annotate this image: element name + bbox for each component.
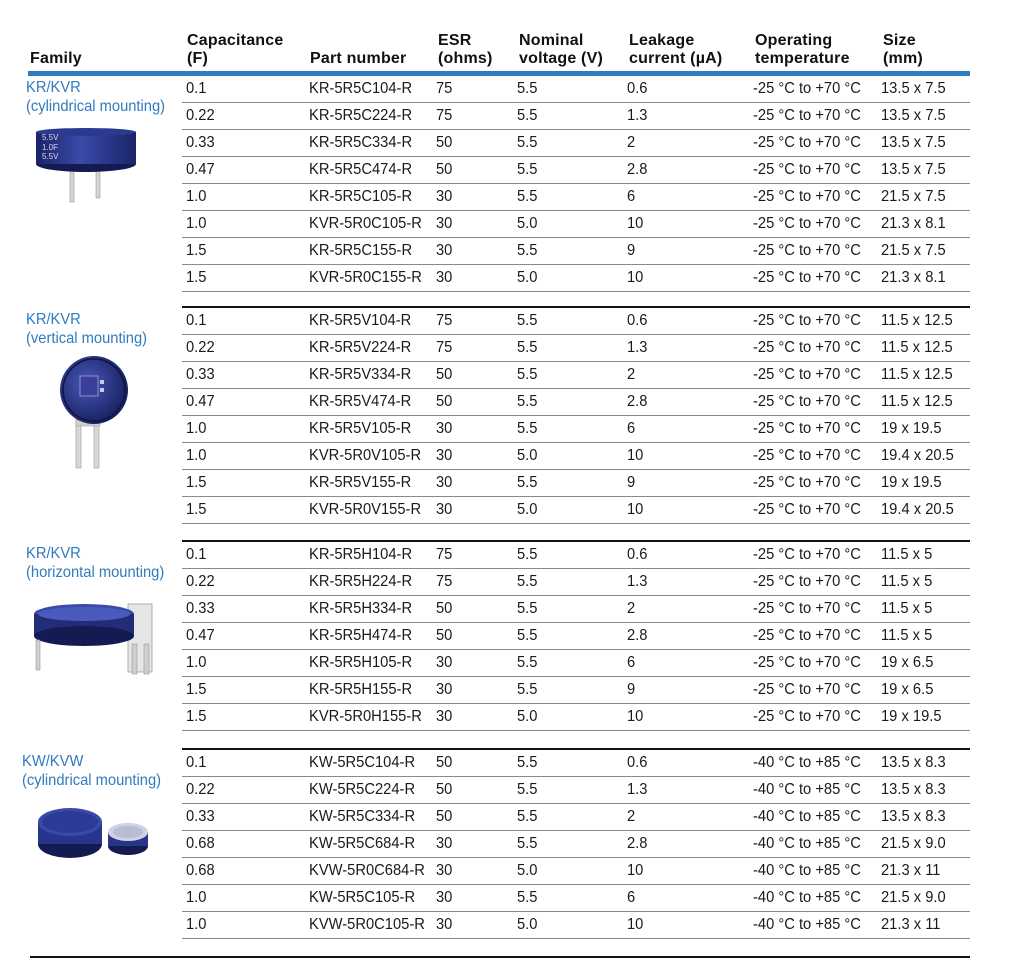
size-cell: 19 x 19.5: [881, 474, 942, 491]
nominal-voltage-cell: 5.5: [517, 781, 538, 798]
capacitance-cell: 0.1: [186, 754, 207, 771]
size-cell: 13.5 x 8.3: [881, 781, 946, 798]
table-row: [182, 157, 970, 184]
leakage-current-cell: 0.6: [627, 546, 648, 563]
table-row: [182, 677, 970, 704]
capacitance-cell: 1.0: [186, 188, 207, 205]
size-cell: 21.5 x 9.0: [881, 835, 946, 852]
operating-temperature-cell: -40 °C to +85 °C: [753, 781, 861, 798]
table-row: [182, 885, 970, 912]
capacitance-cell: 0.68: [186, 835, 215, 852]
esr-cell: 50: [436, 754, 453, 771]
part-number-cell: KVW-5R0C105-R: [309, 916, 425, 933]
part-number-cell: KR-5R5C474-R: [309, 161, 413, 178]
esr-cell: 30: [436, 474, 453, 491]
leakage-current-cell: 0.6: [627, 312, 648, 329]
leakage-current-cell: 10: [627, 269, 644, 286]
nominal-voltage-cell: 5.0: [517, 215, 538, 232]
group-title: KR/KVR (horizontal mounting): [26, 545, 165, 581]
leakage-current-cell: 6: [627, 654, 636, 671]
leakage-current-cell: 2.8: [627, 627, 648, 644]
esr-cell: 30: [436, 501, 453, 518]
leakage-current-cell: 10: [627, 862, 644, 879]
nominal-voltage-cell: 5.5: [517, 107, 538, 124]
table-row: [182, 470, 970, 497]
operating-temperature-cell: -25 °C to +70 °C: [753, 654, 861, 671]
esr-cell: 30: [436, 889, 453, 906]
leakage-current-cell: 6: [627, 889, 636, 906]
nominal-voltage-cell: 5.5: [517, 420, 538, 437]
operating-temperature-cell: -25 °C to +70 °C: [753, 501, 861, 518]
leakage-current-cell: 0.6: [627, 754, 648, 771]
nominal-voltage-cell: 5.0: [517, 269, 538, 286]
group-rows: [182, 308, 970, 524]
size-cell: 13.5 x 8.3: [881, 808, 946, 825]
part-number-cell: KVR-5R0C155-R: [309, 269, 422, 286]
capacitance-cell: 0.47: [186, 161, 215, 178]
nominal-voltage-cell: 5.5: [517, 393, 538, 410]
header-esr: ESR (ohms): [438, 32, 493, 67]
leakage-current-cell: 9: [627, 681, 636, 698]
nominal-voltage-cell: 5.5: [517, 808, 538, 825]
part-number-cell: KR-5R5H224-R: [309, 573, 413, 590]
leakage-current-cell: 0.6: [627, 80, 648, 97]
leakage-current-cell: 10: [627, 708, 644, 725]
size-cell: 13.5 x 7.5: [881, 161, 946, 178]
group-rows: [182, 750, 970, 939]
esr-cell: 30: [436, 681, 453, 698]
esr-cell: 30: [436, 215, 453, 232]
group-title: KR/KVR (cylindrical mounting): [26, 79, 166, 115]
size-cell: 13.5 x 7.5: [881, 134, 946, 151]
capacitance-cell: 0.47: [186, 393, 215, 410]
table-row: [182, 211, 970, 238]
size-cell: 19 x 6.5: [881, 681, 934, 698]
esr-cell: 30: [436, 916, 453, 933]
esr-cell: 30: [436, 708, 453, 725]
table-row: [182, 130, 970, 157]
capacitance-cell: 1.0: [186, 889, 207, 906]
size-cell: 19.4 x 20.5: [881, 447, 954, 464]
header-operating-temperature: Operating temperature: [755, 32, 850, 67]
capacitance-cell: 0.1: [186, 80, 207, 97]
table-row: [182, 362, 970, 389]
nominal-voltage-cell: 5.5: [517, 754, 538, 771]
nominal-voltage-cell: 5.5: [517, 474, 538, 491]
table-row: [182, 497, 970, 524]
operating-temperature-cell: -25 °C to +70 °C: [753, 215, 861, 232]
table-header: [0, 32, 1000, 72]
nominal-voltage-cell: 5.0: [517, 501, 538, 518]
operating-temperature-cell: -25 °C to +70 °C: [753, 339, 861, 356]
esr-cell: 75: [436, 573, 453, 590]
nominal-voltage-cell: 5.5: [517, 654, 538, 671]
part-number-cell: KR-5R5H334-R: [309, 600, 413, 617]
leakage-current-cell: 10: [627, 916, 644, 933]
operating-temperature-cell: -25 °C to +70 °C: [753, 80, 861, 97]
nominal-voltage-cell: 5.0: [517, 708, 538, 725]
table-row: [182, 858, 970, 885]
table-row: [182, 184, 970, 211]
capacitance-cell: 0.22: [186, 781, 215, 798]
esr-cell: 50: [436, 134, 453, 151]
leakage-current-cell: 2: [627, 366, 636, 383]
group-rows: [182, 76, 970, 292]
operating-temperature-cell: -25 °C to +70 °C: [753, 269, 861, 286]
size-cell: 11.5 x 5: [881, 546, 933, 563]
capacitance-cell: 1.5: [186, 708, 207, 725]
part-number-cell: KR-5R5C105-R: [309, 188, 413, 205]
operating-temperature-cell: -25 °C to +70 °C: [753, 107, 861, 124]
nominal-voltage-cell: 5.5: [517, 573, 538, 590]
nominal-voltage-cell: 5.5: [517, 242, 538, 259]
part-number-cell: KW-5R5C334-R: [309, 808, 416, 825]
table-row: [182, 569, 970, 596]
esr-cell: 30: [436, 242, 453, 259]
part-number-cell: KW-5R5C104-R: [309, 754, 416, 771]
capacitance-cell: 1.5: [186, 269, 207, 286]
capacitance-cell: 0.33: [186, 600, 215, 617]
operating-temperature-cell: -40 °C to +85 °C: [753, 808, 861, 825]
nominal-voltage-cell: 5.5: [517, 134, 538, 151]
capacitance-cell: 1.0: [186, 654, 207, 671]
nominal-voltage-cell: 5.5: [517, 366, 538, 383]
size-cell: 11.5 x 5: [881, 573, 933, 590]
operating-temperature-cell: -25 °C to +70 °C: [753, 134, 861, 151]
part-number-cell: KVR-5R0C105-R: [309, 215, 422, 232]
operating-temperature-cell: -25 °C to +70 °C: [753, 474, 861, 491]
capacitance-cell: 1.0: [186, 447, 207, 464]
capacitance-cell: 0.22: [186, 107, 215, 124]
capacitor-cylindrical-icon: [34, 128, 142, 221]
size-cell: 21.3 x 11: [881, 862, 941, 879]
esr-cell: 75: [436, 107, 453, 124]
esr-cell: 30: [436, 188, 453, 205]
part-number-cell: KR-5R5H104-R: [309, 546, 413, 563]
operating-temperature-cell: -25 °C to +70 °C: [753, 573, 861, 590]
table-row: [182, 704, 970, 731]
part-number-cell: KVR-5R0V155-R: [309, 501, 422, 518]
part-number-cell: KR-5R5C224-R: [309, 107, 413, 124]
size-cell: 11.5 x 5: [881, 627, 933, 644]
part-number-cell: KW-5R5C684-R: [309, 835, 416, 852]
leakage-current-cell: 1.3: [627, 107, 648, 124]
operating-temperature-cell: -40 °C to +85 °C: [753, 754, 861, 771]
leakage-current-cell: 6: [627, 188, 636, 205]
header-leakage-current: Leakage current (µA): [629, 32, 723, 67]
part-number-cell: KR-5R5V104-R: [309, 312, 412, 329]
part-number-cell: KR-5R5H474-R: [309, 627, 413, 644]
operating-temperature-cell: -25 °C to +70 °C: [753, 242, 861, 259]
part-number-cell: KR-5R5C104-R: [309, 80, 413, 97]
part-number-cell: KW-5R5C224-R: [309, 781, 416, 798]
esr-cell: 50: [436, 600, 453, 617]
size-cell: 19 x 19.5: [881, 420, 942, 437]
operating-temperature-cell: -25 °C to +70 °C: [753, 681, 861, 698]
operating-temperature-cell: -25 °C to +70 °C: [753, 600, 861, 617]
size-cell: 21.3 x 8.1: [881, 269, 946, 286]
operating-temperature-cell: -25 °C to +70 °C: [753, 312, 861, 329]
size-cell: 11.5 x 12.5: [881, 312, 953, 329]
svg-text:5.5V: 5.5V: [42, 152, 59, 161]
operating-temperature-cell: -40 °C to +85 °C: [753, 916, 861, 933]
header-size: Size (mm): [883, 32, 923, 67]
header-capacitance: Capacitance (F): [187, 32, 284, 67]
esr-cell: 50: [436, 808, 453, 825]
leakage-current-cell: 10: [627, 501, 644, 518]
nominal-voltage-cell: 5.5: [517, 600, 538, 617]
size-cell: 11.5 x 12.5: [881, 393, 953, 410]
nominal-voltage-cell: 5.0: [517, 916, 538, 933]
capacitor-coin-cells-icon: [36, 802, 156, 877]
table-row: [182, 831, 970, 858]
table-row: [182, 623, 970, 650]
part-number-cell: KR-5R5V474-R: [309, 393, 412, 410]
capacitance-cell: 0.22: [186, 573, 215, 590]
size-cell: 19 x 6.5: [881, 654, 934, 671]
part-number-cell: KR-5R5V334-R: [309, 366, 412, 383]
size-cell: 21.5 x 7.5: [881, 188, 946, 205]
nominal-voltage-cell: 5.5: [517, 546, 538, 563]
leakage-current-cell: 9: [627, 474, 636, 491]
header-nominal-voltage: Nominal voltage (V): [519, 32, 603, 67]
nominal-voltage-cell: 5.5: [517, 889, 538, 906]
capacitance-cell: 0.33: [186, 366, 215, 383]
size-cell: 21.3 x 8.1: [881, 215, 946, 232]
esr-cell: 30: [436, 654, 453, 671]
operating-temperature-cell: -25 °C to +70 °C: [753, 708, 861, 725]
esr-cell: 50: [436, 627, 453, 644]
leakage-current-cell: 6: [627, 420, 636, 437]
table-row: [182, 750, 970, 777]
operating-temperature-cell: -25 °C to +70 °C: [753, 627, 861, 644]
esr-cell: 50: [436, 393, 453, 410]
capacitance-cell: 0.47: [186, 627, 215, 644]
operating-temperature-cell: -25 °C to +70 °C: [753, 447, 861, 464]
leakage-current-cell: 1.3: [627, 573, 648, 590]
capacitor-horizontal-icon: [32, 600, 164, 681]
header-part-number: Part number: [310, 50, 407, 67]
capacitance-cell: 1.5: [186, 242, 207, 259]
nominal-voltage-cell: 5.5: [517, 627, 538, 644]
esr-cell: 30: [436, 269, 453, 286]
part-number-cell: KVR-5R0H155-R: [309, 708, 422, 725]
size-cell: 19 x 19.5: [881, 708, 942, 725]
esr-cell: 75: [436, 339, 453, 356]
size-cell: 21.5 x 9.0: [881, 889, 946, 906]
table-row: [182, 804, 970, 831]
operating-temperature-cell: -25 °C to +70 °C: [753, 393, 861, 410]
capacitance-cell: 0.68: [186, 862, 215, 879]
nominal-voltage-cell: 5.5: [517, 161, 538, 178]
part-number-cell: KR-5R5H105-R: [309, 654, 413, 671]
capacitance-cell: 1.5: [186, 474, 207, 491]
capacitance-cell: 0.1: [186, 546, 207, 563]
table-row: [182, 416, 970, 443]
leakage-current-cell: 9: [627, 242, 636, 259]
leakage-current-cell: 10: [627, 447, 644, 464]
capacitance-cell: 0.33: [186, 808, 215, 825]
capacitance-cell: 1.0: [186, 215, 207, 232]
capacitance-cell: 1.5: [186, 681, 207, 698]
capacitance-cell: 0.33: [186, 134, 215, 151]
size-cell: 11.5 x 12.5: [881, 339, 953, 356]
group-title: KW/KVW (cylindrical mounting): [22, 753, 162, 789]
size-cell: 13.5 x 7.5: [881, 107, 946, 124]
size-cell: 13.5 x 7.5: [881, 80, 946, 97]
esr-cell: 30: [436, 447, 453, 464]
table-row: [182, 542, 970, 569]
esr-cell: 75: [436, 80, 453, 97]
table-row: [182, 650, 970, 677]
leakage-current-cell: 1.3: [627, 339, 648, 356]
part-number-cell: KW-5R5C105-R: [309, 889, 416, 906]
size-cell: 13.5 x 8.3: [881, 754, 946, 771]
table-row: [182, 777, 970, 804]
part-number-cell: KR-5R5H155-R: [309, 681, 413, 698]
esr-cell: 30: [436, 835, 453, 852]
group-rows: [182, 542, 970, 731]
operating-temperature-cell: -25 °C to +70 °C: [753, 420, 861, 437]
esr-cell: 50: [436, 781, 453, 798]
leakage-current-cell: 2: [627, 808, 636, 825]
nominal-voltage-cell: 5.5: [517, 80, 538, 97]
nominal-voltage-cell: 5.0: [517, 862, 538, 879]
header-family: Family: [30, 50, 82, 67]
esr-cell: 75: [436, 546, 453, 563]
capacitance-cell: 1.0: [186, 420, 207, 437]
leakage-current-cell: 10: [627, 215, 644, 232]
table-row: [182, 265, 970, 292]
part-number-cell: KR-5R5V155-R: [309, 474, 412, 491]
part-number-cell: KVW-5R0C684-R: [309, 862, 425, 879]
part-number-cell: KR-5R5C334-R: [309, 134, 413, 151]
nominal-voltage-cell: 5.5: [517, 312, 538, 329]
esr-cell: 50: [436, 366, 453, 383]
leakage-current-cell: 2.8: [627, 835, 648, 852]
size-cell: 21.3 x 11: [881, 916, 941, 933]
leakage-current-cell: 1.3: [627, 781, 648, 798]
operating-temperature-cell: -40 °C to +85 °C: [753, 889, 861, 906]
table-row: [182, 443, 970, 470]
table-row: [182, 103, 970, 130]
operating-temperature-cell: -40 °C to +85 °C: [753, 862, 861, 879]
operating-temperature-cell: -25 °C to +70 °C: [753, 366, 861, 383]
size-cell: 21.5 x 7.5: [881, 242, 946, 259]
table-row: [182, 596, 970, 623]
nominal-voltage-cell: 5.5: [517, 339, 538, 356]
part-number-cell: KR-5R5V105-R: [309, 420, 412, 437]
capacitance-cell: 1.5: [186, 501, 207, 518]
nominal-voltage-cell: 5.5: [517, 835, 538, 852]
svg-text:1.0F: 1.0F: [42, 143, 59, 152]
table-row: [182, 912, 970, 939]
table-row: [182, 335, 970, 362]
leakage-current-cell: 2.8: [627, 393, 648, 410]
capacitance-cell: 0.1: [186, 312, 207, 329]
capacitor-vertical-icon: [50, 354, 150, 475]
operating-temperature-cell: -40 °C to +85 °C: [753, 835, 861, 852]
part-number-cell: KR-5R5V224-R: [309, 339, 412, 356]
part-number-cell: KR-5R5C155-R: [309, 242, 413, 259]
capacitance-cell: 1.0: [186, 916, 207, 933]
operating-temperature-cell: -25 °C to +70 °C: [753, 188, 861, 205]
leakage-current-cell: 2: [627, 600, 636, 617]
table-row: [182, 308, 970, 335]
esr-cell: 75: [436, 312, 453, 329]
svg-text:5.5V: 5.5V: [42, 133, 59, 142]
nominal-voltage-cell: 5.0: [517, 447, 538, 464]
esr-cell: 30: [436, 420, 453, 437]
part-number-cell: KVR-5R0V105-R: [309, 447, 422, 464]
capacitance-cell: 0.22: [186, 339, 215, 356]
operating-temperature-cell: -25 °C to +70 °C: [753, 546, 861, 563]
size-cell: 11.5 x 12.5: [881, 366, 953, 383]
leakage-current-cell: 2: [627, 134, 636, 151]
esr-cell: 30: [436, 862, 453, 879]
esr-cell: 50: [436, 161, 453, 178]
nominal-voltage-cell: 5.5: [517, 681, 538, 698]
operating-temperature-cell: -25 °C to +70 °C: [753, 161, 861, 178]
group-title: KR/KVR (vertical mounting): [26, 311, 148, 347]
table-row: [182, 238, 970, 265]
size-cell: 11.5 x 5: [881, 600, 933, 617]
leakage-current-cell: 2.8: [627, 161, 648, 178]
table-row: [182, 76, 970, 103]
nominal-voltage-cell: 5.5: [517, 188, 538, 205]
table-bottom-rule: [30, 956, 970, 958]
size-cell: 19.4 x 20.5: [881, 501, 954, 518]
table-row: [182, 389, 970, 416]
